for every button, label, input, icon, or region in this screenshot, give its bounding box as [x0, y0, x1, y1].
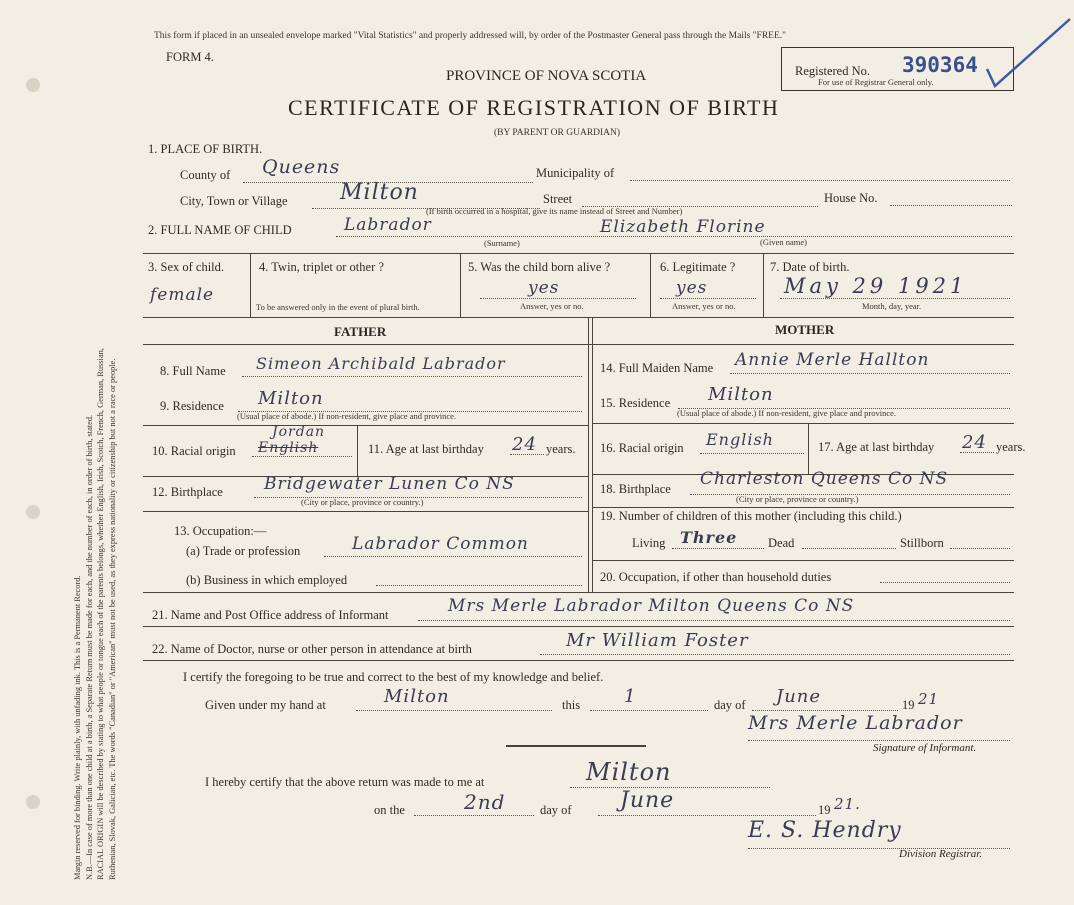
registrar-year-value: 21.	[834, 795, 861, 813]
binding-margin	[72, 20, 132, 880]
father-racial-correction: Jordan	[272, 424, 326, 440]
given-month-value: June	[776, 686, 822, 707]
date-caption: Month, day, year.	[862, 301, 922, 311]
father-residence-note: (Usual place of abode.) If non-resident, give place and province.	[237, 411, 457, 421]
father-trade-value: Labrador Common	[352, 534, 529, 554]
dead-label: Dead	[768, 536, 795, 550]
surname-caption: (Surname)	[484, 238, 520, 248]
date-of-birth-label: 7. Date of birth.	[770, 260, 850, 274]
informant-label: 21. Name and Post Office address of Informant	[152, 608, 389, 622]
margin-line-3: RACIAL ORIGIN will be described by stating to what people or tongue each of the parents belongs, whether English, Irish, Scotch, French, German, Russian,	[96, 348, 105, 880]
form-number: FORM 4.	[166, 50, 214, 64]
mother-occupation-label: 20. Occupation, if other than household duties	[600, 570, 832, 584]
mother-residence-value: Milton	[708, 384, 774, 405]
legitimate-caption: Answer, yes or no.	[672, 301, 736, 311]
living-label: Living	[632, 536, 666, 550]
father-occupation-label: 13. Occupation:—	[174, 524, 267, 538]
stillborn-label: Stillborn	[900, 536, 944, 550]
father-heading: FATHER	[334, 324, 387, 339]
sex-value: female	[150, 285, 215, 305]
alive-label: 5. Was the child born alive ?	[468, 260, 611, 274]
registered-number: 390364	[902, 53, 978, 77]
registrar-day-of-label: day of	[540, 803, 572, 817]
binding-hole	[26, 795, 40, 809]
mother-name-value: Annie Merle Hallton	[735, 350, 930, 370]
informant-signature-caption: Signature of Informant.	[873, 742, 977, 754]
date-of-birth-value: May 29 1921	[784, 274, 968, 298]
registered-label: Registered No.	[795, 64, 870, 78]
mother-racial-label: 16. Racial origin	[600, 441, 684, 455]
legitimate-value: yes	[676, 278, 708, 298]
father-age-value: 24	[512, 434, 537, 455]
sex-label: 3. Sex of child.	[148, 260, 225, 274]
mother-heading: MOTHER	[775, 322, 835, 337]
certificate-title: CERTIFICATE OF REGISTRATION OF BIRTH	[288, 95, 780, 120]
given-year-prefix: 19	[902, 698, 915, 712]
mother-age-label: 17. Age at last birthday	[818, 440, 935, 454]
mother-children-label: 19. Number of children of this mother (including this child.)	[600, 509, 902, 523]
child-given-name: Elizabeth Florine	[600, 217, 766, 237]
father-birthplace-value: Bridgewater Lunen Co NS	[264, 474, 515, 494]
on-the-label: on the	[374, 803, 405, 817]
registrar-statement: I hereby certify that the above return was made to me at	[205, 775, 485, 789]
binding-hole	[26, 78, 40, 92]
margin-line-4: Ruthenian, Slovak, Galician, etc. The words "Canadian" or "American" must not be used, as they express nationality or citizenship but not a race or people.	[107, 358, 117, 880]
certify-statement: I certify the foregoing to be true and correct to the best of my knowledge and belief.	[183, 670, 604, 684]
father-residence-value: Milton	[258, 388, 324, 409]
mother-racial-value: English	[706, 430, 774, 449]
doctor-value: Mr William Foster	[566, 630, 749, 651]
binding-hole	[26, 505, 40, 519]
margin-line-2: N.B.—In case of more than one child at a birth, a Separate Return must be made for each, and the number of each, in order of birth, stated.	[84, 414, 94, 880]
county-value: Queens	[262, 156, 341, 178]
registrar-signature: E. S. Hendry	[748, 818, 902, 843]
province-heading: PROVINCE OF NOVA SCOTIA	[446, 68, 647, 84]
given-year-value: 21	[918, 690, 940, 708]
mother-name-label: 14. Full Maiden Name	[600, 361, 714, 375]
this-label: this	[562, 698, 581, 712]
registrar-month-value: June	[620, 788, 675, 813]
street-label: Street	[543, 192, 573, 206]
twin-note: To be answered only in the event of plural birth.	[256, 302, 420, 312]
registrar-caption: Division Registrar.	[899, 848, 983, 860]
father-residence-label: 9. Residence	[160, 399, 224, 413]
given-place-value: Milton	[384, 686, 450, 707]
hospital-note: (If birth occurred in a hospital, give its name instead of Street and Number)	[426, 206, 683, 216]
given-name-caption: (Given name)	[760, 237, 807, 247]
certificate-subtitle: (BY PARENT OR GUARDIAN)	[494, 128, 621, 138]
father-racial-label: 10. Racial origin	[152, 444, 236, 458]
father-birthplace-label: 12. Birthplace	[152, 485, 223, 499]
margin-instructions	[72, 20, 118, 880]
city-label: City, Town or Village	[180, 194, 288, 208]
informant-signature: Mrs Merle Labrador	[748, 712, 963, 734]
house-number-label: House No.	[824, 191, 878, 205]
father-birthplace-note: (City or place, province or country.)	[301, 497, 424, 507]
father-age-unit: years.	[546, 442, 576, 456]
city-value: Milton	[340, 180, 419, 205]
father-trade-label: (a) Trade or profession	[186, 544, 301, 558]
place-of-birth-label: 1. PLACE OF BIRTH.	[148, 142, 263, 156]
mother-birthplace-note: (City or place, province or country.)	[736, 494, 859, 504]
father-age-label: 11. Age at last birthday	[368, 442, 484, 456]
father-name-value: Simeon Archibald Labrador	[256, 354, 506, 373]
given-day-value: 1	[624, 686, 637, 707]
child-surname: Labrador	[344, 215, 432, 235]
given-day-of-label: day of	[714, 698, 746, 712]
alive-caption: Answer, yes or no.	[520, 301, 584, 311]
informant-value: Mrs Merle Labrador Milton Queens Co NS	[448, 596, 855, 616]
mother-birthplace-value: Charleston Queens Co NS	[700, 469, 949, 489]
living-value: Three	[680, 528, 738, 547]
given-under-label: Given under my hand at	[205, 698, 326, 712]
legitimate-label: 6. Legitimate ?	[660, 260, 736, 274]
registrar-place-value: Milton	[586, 758, 672, 786]
mother-age-value: 24	[962, 432, 987, 453]
municipality-label: Municipality of	[536, 166, 615, 180]
registered-note: For use of Registrar General only.	[818, 77, 934, 87]
father-racial-value: English	[258, 440, 319, 456]
margin-line-1: Margin reserved for binding. Write plainly, with unfading ink. This is a Permanent Record.	[73, 575, 82, 880]
father-business-label: (b) Business in which employed	[186, 573, 348, 587]
mother-residence-label: 15. Residence	[600, 396, 671, 410]
checkmark-icon	[985, 14, 1074, 94]
father-name-label: 8. Full Name	[160, 364, 226, 378]
alive-value: yes	[528, 278, 560, 298]
doctor-label: 22. Name of Doctor, nurse or other person in attendance at birth	[152, 642, 472, 656]
mother-age-unit: years.	[996, 440, 1026, 454]
twin-label: 4. Twin, triplet or other ?	[259, 260, 384, 274]
registrar-day-value: 2nd	[464, 790, 506, 814]
registrar-year-prefix: 19	[818, 803, 831, 817]
mother-residence-note: (Usual place of abode.) If non-resident, give place and province.	[677, 408, 897, 418]
free-mail-note: This form if placed in an unsealed envelope marked "Vital Statistics" and properly addressed will, by order of the Postmaster General pass through the Mails "FREE."	[154, 31, 787, 41]
mother-birthplace-label: 18. Birthplace	[600, 482, 671, 496]
county-label: County of	[180, 168, 231, 182]
child-name-label: 2. FULL NAME OF CHILD	[148, 223, 292, 237]
